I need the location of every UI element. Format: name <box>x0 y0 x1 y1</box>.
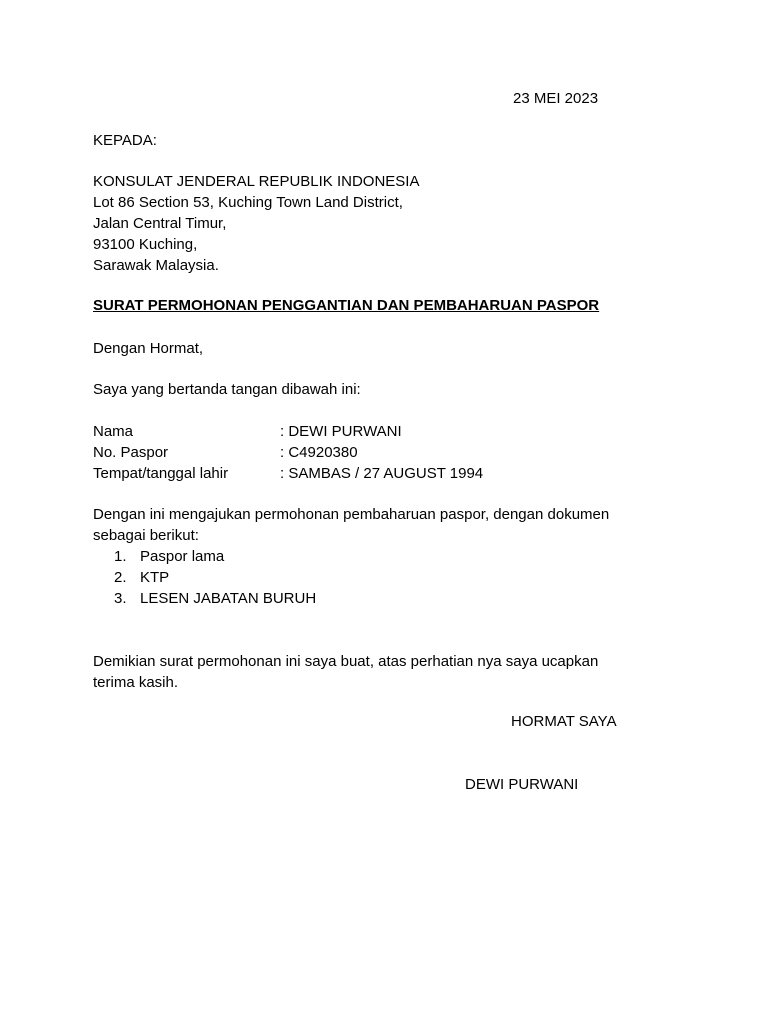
regards-text: HORMAT SAYA <box>511 713 617 730</box>
list-text: KTP <box>140 569 170 586</box>
greeting: Dengan Hormat, <box>93 340 204 357</box>
detail-row <box>93 421 483 442</box>
list-item <box>114 567 316 588</box>
recipient-line: 93100 Kuching, <box>93 236 198 253</box>
document-list <box>114 546 316 609</box>
paragraph-line: sebagai berikut: <box>93 527 199 544</box>
detail-value: : SAMBAS / 27 AUGUST 1994 <box>280 465 484 482</box>
intro-text: Saya yang bertanda tangan dibawah ini: <box>93 381 361 398</box>
detail-row <box>93 442 483 463</box>
detail-row <box>93 463 483 484</box>
signer-name: DEWI PURWANI <box>465 776 579 793</box>
detail-label: Tempat/tanggal lahir <box>93 465 229 482</box>
list-number: 1. <box>114 548 127 565</box>
recipient-line: Sarawak Malaysia. <box>93 257 219 274</box>
recipient-label: KEPADA: <box>93 132 157 149</box>
list-text: LESEN JABATAN BURUH <box>140 590 317 607</box>
closing-paragraph <box>93 651 598 693</box>
request-paragraph <box>93 504 609 546</box>
paragraph-line: Demikian surat permohonan ini saya buat, atas perhatian nya saya ucapkan <box>93 653 599 670</box>
detail-label: No. Paspor <box>93 444 169 461</box>
detail-value: : C4920380 <box>280 444 358 461</box>
list-item <box>114 546 316 567</box>
detail-value: : DEWI PURWANI <box>280 423 402 440</box>
letter-date: 23 MEI 2023 <box>513 90 599 107</box>
detail-label: Nama <box>93 423 134 440</box>
recipient-address <box>93 171 419 276</box>
list-item <box>114 588 316 609</box>
list-number: 3. <box>114 590 127 607</box>
list-number: 2. <box>114 569 127 586</box>
recipient-line: Lot 86 Section 53, Kuching Town Land District, <box>93 194 403 211</box>
paragraph-line: terima kasih. <box>93 674 179 691</box>
recipient-line: Jalan Central Timur, <box>93 215 227 232</box>
applicant-details <box>93 421 483 484</box>
recipient-line: KONSULAT JENDERAL REPUBLIK INDONESIA <box>93 173 420 190</box>
paragraph-line: Dengan ini mengajukan permohonan pembaharuan paspor, dengan dokumen <box>93 506 610 523</box>
letter-subject: SURAT PERMOHONAN PENGGANTIAN DAN PEMBAHARUAN PASPOR <box>93 297 600 314</box>
list-text: Paspor lama <box>140 548 225 565</box>
